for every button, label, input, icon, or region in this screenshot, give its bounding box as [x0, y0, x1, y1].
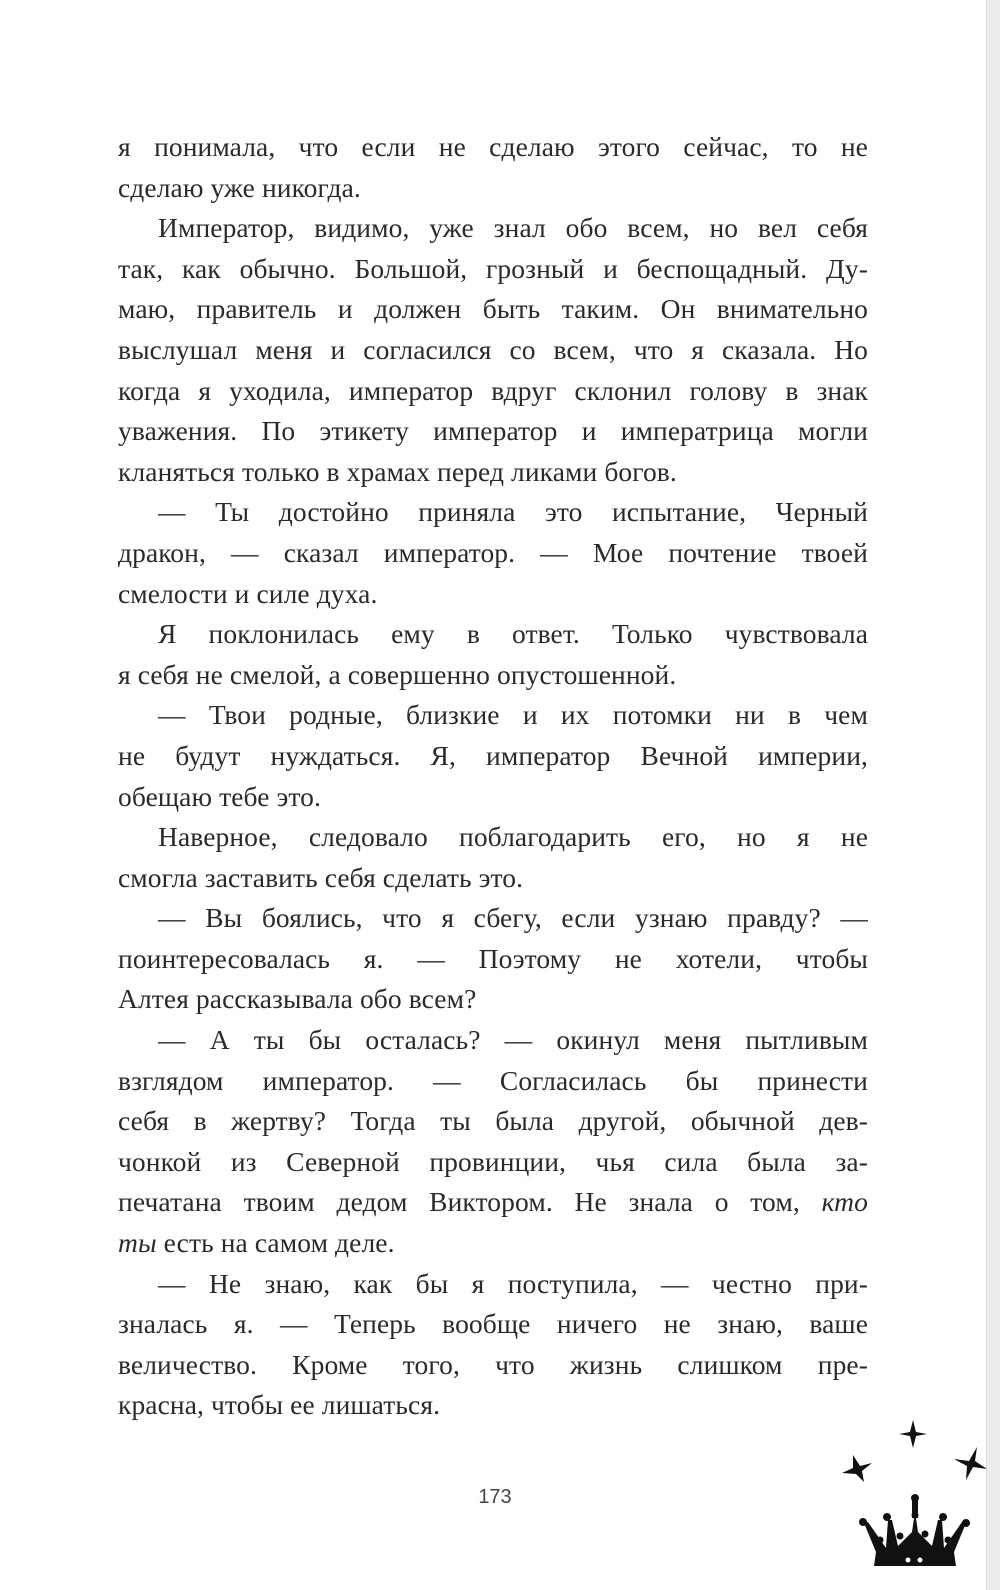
text-line [118, 817, 868, 858]
text-line [118, 452, 868, 493]
star-icon [954, 1447, 987, 1480]
line-text: сделаю уже никогда. [118, 171, 361, 203]
text-line [118, 939, 868, 980]
text-line [118, 1223, 868, 1264]
line-text: красна, чтобы ее лишаться. [118, 1389, 441, 1421]
text-line [118, 1101, 868, 1142]
line-text: есть на самом деле. [156, 1227, 395, 1259]
text-line [118, 371, 868, 412]
italic-text: кто [821, 1186, 868, 1218]
text-line [118, 330, 868, 371]
text-line [118, 1061, 868, 1102]
text-line [118, 614, 868, 655]
line-text: кланяться только в храмах перед ликами богов. [118, 455, 677, 487]
text-line [118, 1304, 868, 1345]
crown-icon [859, 1494, 970, 1566]
text-line [118, 411, 868, 452]
line-text: Я поклонилась ему в ответ. Только чувствовала [158, 618, 868, 650]
text-line [118, 979, 868, 1020]
page-edge [986, 0, 1000, 1590]
text-line [118, 289, 868, 330]
line-text: зналась я. — Теперь вообще ничего не знаю, ваше [118, 1308, 868, 1340]
text-line [118, 127, 868, 168]
italic-text: ты [118, 1227, 157, 1259]
line-text: уважения. По этикету император и императрица могли [118, 415, 868, 447]
line-text: маю, правитель и должен быть таким. Он внимательно [118, 293, 868, 325]
line-text: себя в жертву? Тогда ты была другой, обычной дев- [118, 1105, 868, 1137]
text-line [118, 898, 868, 939]
line-text: когда я уходила, император вдруг склонил голову в знак [118, 374, 868, 406]
text-line [118, 168, 868, 209]
text-line [118, 492, 868, 533]
text-line [118, 1142, 868, 1183]
text-line [118, 655, 868, 696]
line-text: не будут нуждаться. Я, император Вечной империи, [118, 739, 868, 771]
text-line [118, 858, 868, 899]
line-text: так, как обычно. Большой, грозный и беспощадный. Ду- [118, 252, 868, 284]
text-line [118, 533, 868, 574]
line-text: печатана твоим дедом Виктором. Не знала о том, [118, 1186, 822, 1218]
line-text: смелости и силе духа. [118, 577, 378, 609]
line-text: выслушал меня и согласился со всем, что я сказала. Но [118, 333, 868, 365]
crown-ornament-icon [820, 1390, 1000, 1590]
star-icon [899, 1420, 927, 1448]
line-text: Алтея рассказывала обо всем? [118, 983, 477, 1015]
text-line [118, 1264, 868, 1305]
text-line [118, 1020, 868, 1061]
text-line [118, 1345, 868, 1386]
line-text: чонкой из Северной провинции, чья сила была за- [118, 1145, 868, 1177]
text-line [118, 736, 868, 777]
line-text: величество. Кроме того, что жизнь слишком пре- [118, 1348, 868, 1380]
line-text: — Не знаю, как бы я поступила, — честно при- [158, 1267, 868, 1299]
page-number: 173 [478, 1486, 512, 1508]
line-text: дракон, — сказал император. — Мое почтение твоей [118, 536, 868, 568]
line-text: взглядом император. — Согласилась бы принести [118, 1064, 868, 1096]
line-text: Наверное, следовало поблагодарить его, но я не [158, 821, 868, 853]
line-text: обещаю тебе это. [118, 780, 322, 812]
line-text: — Вы боялись, что я сбегу, если узнаю правду? — [158, 902, 868, 934]
text-line [118, 208, 868, 249]
line-text: я понимала, что если не сделаю этого сейчас, то не [118, 131, 868, 162]
line-text: — Твои родные, близкие и их потомки ни в чем [158, 699, 868, 731]
line-text: я себя не смелой, а совершенно опустошенной. [118, 658, 677, 690]
text-line [118, 249, 868, 290]
text-line [118, 574, 868, 615]
line-text: Император, видимо, уже знал обо всем, но вел себя [158, 212, 868, 244]
body-text [118, 127, 868, 1426]
line-text: смогла заставить себя сделать это. [118, 861, 524, 893]
line-text: — А ты бы осталась? — окинул меня пытливым [158, 1024, 868, 1056]
text-line [118, 1385, 868, 1426]
line-text: — Ты достойно приняла это испытание, Черный [158, 496, 868, 528]
text-line [118, 777, 868, 818]
line-text: поинтересовалась я. — Поэтому не хотели, чтобы [118, 942, 868, 974]
text-line [118, 1182, 868, 1223]
star-icon [842, 1455, 872, 1482]
text-line [118, 695, 868, 736]
